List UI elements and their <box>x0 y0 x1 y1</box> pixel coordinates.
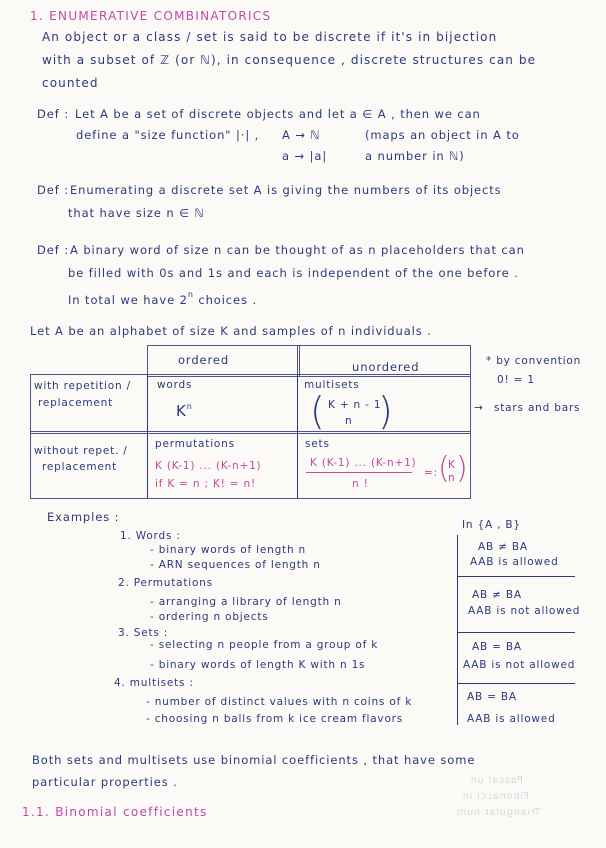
def1-line-2b: A → ℕ <box>282 128 321 142</box>
def1-label: Def : <box>37 107 70 121</box>
right-column-vertical-rule <box>457 535 458 725</box>
multisets-example-heading: 4. multisets : <box>114 677 194 689</box>
alphabet-ab-heading: In {A , B} <box>462 519 521 531</box>
def3-line-2: be filled with 0s and 1s and each is independent of the one before . <box>68 266 519 280</box>
stars-and-bars-arrow: → <box>474 402 484 414</box>
multisets-binom-bottom: n <box>345 415 353 427</box>
multisets-rule-line-1: AB = BA <box>467 691 517 703</box>
table-col-divider-1 <box>147 374 148 498</box>
sets-binom-right-paren: ) <box>456 451 468 486</box>
table-row2-label-2: replacement <box>42 461 118 473</box>
def3-line-3 <box>68 288 257 307</box>
intro-line-2: with a subset of ℤ (or ℕ), in consequence , discrete structures can be <box>42 53 537 67</box>
words-example-item-2: - ARN sequences of length n <box>150 559 321 571</box>
table-row2-label-1: without repet. / <box>34 445 128 457</box>
convention-note-1: * by convention <box>486 355 582 367</box>
perm-rule-line-1: AB ≠ BA <box>472 589 522 601</box>
multisets-left-paren: ( <box>310 389 325 433</box>
sets-binom-left-paren: ( <box>438 451 450 486</box>
examples-heading: Examples : <box>47 510 120 524</box>
sets-rule-line-1: AB = BA <box>472 641 522 653</box>
def3-line-3-post: choices . <box>193 293 257 307</box>
words-formula <box>176 400 193 418</box>
sets-denominator: n ! <box>352 478 369 490</box>
perm-rule-line-2: AAB is not allowed <box>468 605 581 617</box>
multisets-example-item-2: - choosing n balls from k ice cream flavors <box>146 713 404 725</box>
def1-line-1: Let A be a set of discrete objects and let a ∈ A , then we can <box>75 107 481 121</box>
sets-equals: =: <box>424 467 438 479</box>
table-col-unordered: unordered <box>352 360 420 374</box>
perm-example-item-2: - ordering n objects <box>150 611 269 623</box>
permutations-formula: K (K-1) ... (K-n+1) <box>155 460 262 472</box>
closing-line-2: particular properties . <box>32 775 178 789</box>
sets-example-item-1: - selecting n people from a group of k <box>150 639 379 651</box>
words-label: words <box>157 379 193 391</box>
words-exponent: n <box>186 402 193 411</box>
subsection-title: 1.1. Binomial coefficients <box>22 805 208 819</box>
bleed-through-line-2: Fibonacci in <box>462 791 529 802</box>
sets-numerator: K (K-1) ... (K-n+1) <box>310 457 417 469</box>
right-column-divider-3 <box>457 683 575 684</box>
words-example-heading: 1. Words : <box>120 530 181 542</box>
def3-line-1: A binary word of size n can be thought of as n placeholders that can <box>70 243 525 257</box>
permutations-label: permutations <box>155 438 235 450</box>
permutations-note: if K = n ; K! = n! <box>155 478 257 490</box>
sets-binom-top: K <box>448 459 456 471</box>
def1-line-2c: (maps an object in A to <box>365 128 520 142</box>
bleed-through-line-1: Pascal un <box>470 775 523 786</box>
def2-line-2: that have size n ∈ ℕ <box>68 206 205 220</box>
perm-example-heading: 2. Permutations <box>118 577 213 589</box>
def3-line-3-sup: n <box>187 290 194 299</box>
table-col-divider-2 <box>297 374 298 498</box>
convention-note-2: 0! = 1 <box>497 374 535 386</box>
sets-rule-line-2: AAB is not allowed <box>463 659 576 671</box>
closing-line-1: Both sets and multisets use binomial coefficients , that have some <box>32 753 476 767</box>
words-base: K <box>176 402 187 420</box>
stars-and-bars-note: stars and bars <box>494 402 581 414</box>
section-title: 1. ENUMERATIVE COMBINATORICS <box>30 9 272 23</box>
sets-example-heading: 3. Sets : <box>118 627 169 639</box>
sets-label: sets <box>305 438 330 450</box>
multisets-label: multisets <box>304 379 360 391</box>
words-example-item-1: - binary words of length n <box>150 544 307 556</box>
multisets-example-item-1: - number of distinct values with n coins of k <box>146 696 413 708</box>
def2-line-1: Enumerating a discrete set A is giving the numbers of its objects <box>70 183 502 197</box>
alphabet-sentence: Let A be an alphabet of size K and samples of n individuals . <box>30 324 432 338</box>
sets-fraction-bar <box>306 472 412 473</box>
table-col-ordered: ordered <box>178 353 230 367</box>
multisets-right-paren: ) <box>378 389 393 433</box>
words-rule-line-2: AAB is allowed <box>470 556 559 568</box>
def1-line-3b: a number in ℕ) <box>365 149 465 163</box>
def1-line-2a: define a "size function" |·| , <box>76 128 260 142</box>
right-column-divider-2 <box>457 632 575 633</box>
sets-example-item-2: - binary words of length K with n 1s <box>150 659 366 671</box>
def3-label: Def : <box>37 243 70 257</box>
multisets-rule-line-2: AAB is allowed <box>467 713 556 725</box>
table-row1-label-1: with repetition / <box>34 380 131 392</box>
def2-label: Def : <box>37 183 70 197</box>
perm-example-item-1: - arranging a library of length n <box>150 596 342 608</box>
multisets-binom-top: K + n - 1 <box>328 399 382 411</box>
sets-binom-bottom: n <box>448 472 456 484</box>
right-column-divider-1 <box>457 576 575 577</box>
intro-line-3: counted <box>42 76 99 90</box>
def3-line-3-pre: In total we have 2 <box>68 293 188 307</box>
words-rule-line-1: AB ≠ BA <box>478 541 528 553</box>
def1-line-3a: a → |a| <box>282 149 328 163</box>
bleed-through-line-3: Triangular num <box>456 807 541 818</box>
intro-line-1: An object or a class / set is said to be discrete if it's in bijection <box>42 30 498 44</box>
table-row1-label-2: replacement <box>38 397 114 409</box>
